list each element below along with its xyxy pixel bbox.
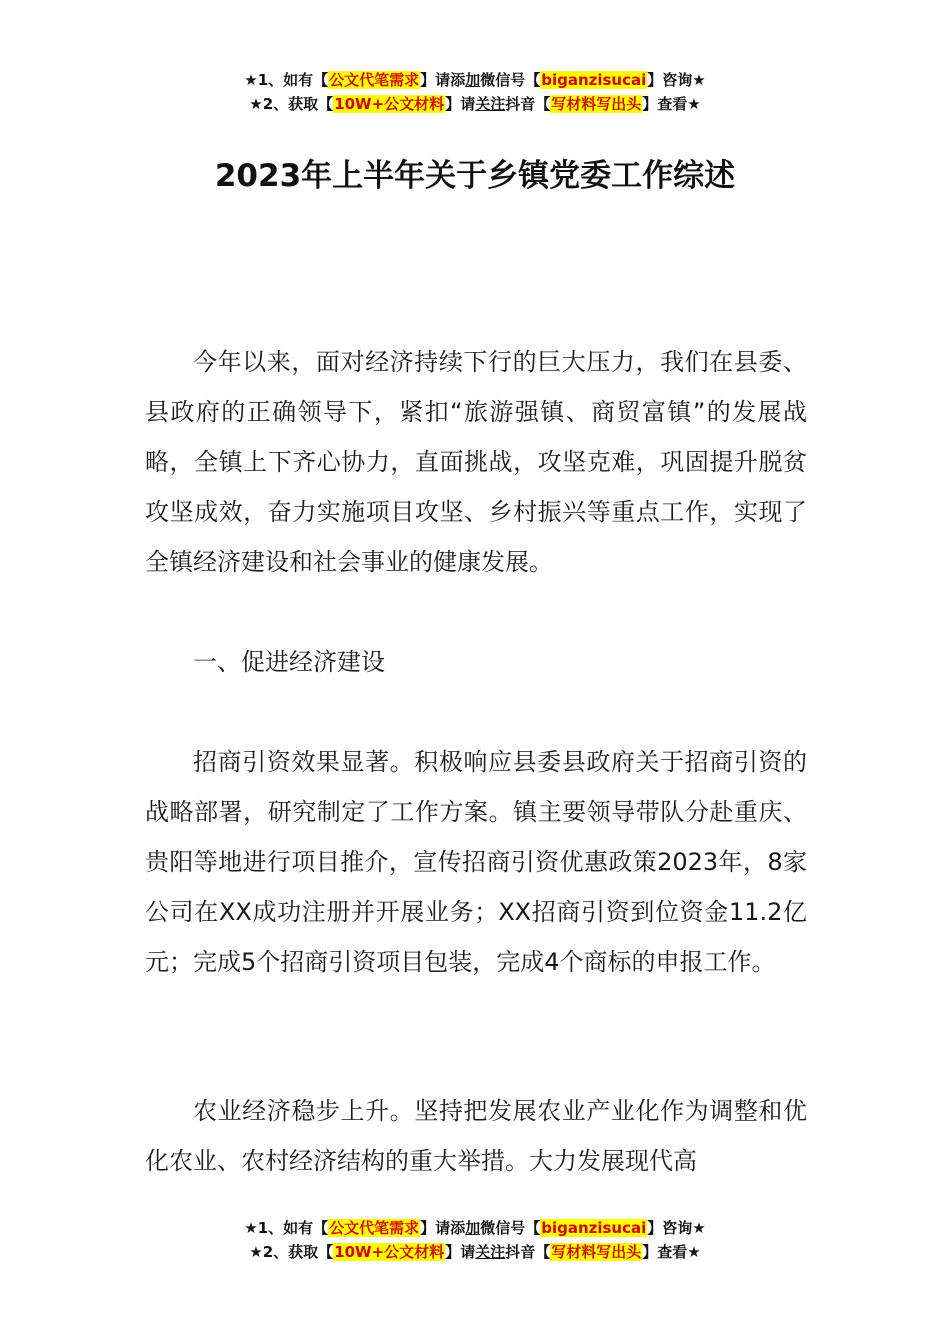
banner-highlight: 10W+公文材料 — [334, 1243, 445, 1261]
section-heading-text: 一、促进经济建设 — [193, 648, 385, 676]
paragraph-intro — [145, 337, 807, 587]
banner-line-1 — [0, 1216, 950, 1240]
paragraph-text: 农业经济稳步上升。坚持把发展农业产业化作为调整和优化农业、农村经济结构的重大举措。大力发展现代高 — [145, 1097, 807, 1175]
banner-underline: 加 — [465, 1219, 481, 1237]
paragraph-text: 今年以来，面对经济持续下行的巨大压力，我们在县委、县政府的正确领导下，紧扣“旅游强镇、商贸富镇”的发展战略，全镇上下齐心协力，直面挑战，攻坚克难，巩固提升脱贫攻坚成效，奋力实施项目攻坚、乡村振兴等重点工作，实现了全镇经济建设和社会事业的健康发展。 — [145, 348, 807, 576]
banner-text: 微信号【 — [480, 1219, 541, 1237]
banner-text: 抖音【 — [505, 95, 551, 113]
banner-line-1 — [0, 68, 950, 92]
header-banner — [0, 68, 950, 116]
section-heading — [145, 637, 807, 687]
banner-underline: 加 — [465, 71, 481, 89]
banner-highlight: biganzisucai — [541, 1219, 647, 1237]
banner-text: ★1、如有【 — [244, 71, 329, 89]
banner-highlight: 公文代笔需求 — [329, 1219, 420, 1237]
banner-text: 】请 — [445, 1243, 476, 1261]
banner-text: 】查看★ — [642, 95, 701, 113]
banner-highlight: 写材料写出头 — [551, 95, 642, 113]
footer-banner — [0, 1216, 950, 1264]
banner-line-2 — [0, 92, 950, 116]
banner-text: 】咨询★ — [647, 71, 706, 89]
banner-text: ★1、如有【 — [244, 1219, 329, 1237]
banner-highlight: 写材料写出头 — [551, 1243, 642, 1261]
banner-text: 】咨询★ — [647, 1219, 706, 1237]
document-title: 2023年上半年关于乡镇党委工作综述 — [214, 158, 736, 194]
banner-underline: 关注 — [475, 1243, 506, 1261]
paragraph-text: 招商引资效果显著。积极响应县委县政府关于招商引资的战略部署，研究制定了工作方案。镇主要领导带队分赴重庆、贵阳等地进行项目推介，宣传招商引资优惠政策2023年，8家公司在XX成功注册并开展业务；XX招商引资到位资金11.2亿元；完成5个招商引资项目包装，完成4个商标的申报工作。 — [145, 748, 807, 976]
banner-text: 】请添 — [420, 71, 466, 89]
banner-highlight: biganzisucai — [541, 71, 647, 89]
banner-highlight: 10W+公文材料 — [334, 95, 445, 113]
banner-text: 抖音【 — [505, 1243, 551, 1261]
banner-text: ★2、获取【 — [249, 1243, 334, 1261]
banner-text: 】请添 — [420, 1219, 466, 1237]
banner-underline: 关注 — [475, 95, 506, 113]
paragraph-agriculture — [145, 1086, 807, 1186]
paragraph-investment — [145, 737, 807, 987]
banner-text: 】查看★ — [642, 1243, 701, 1261]
banner-line-2 — [0, 1240, 950, 1264]
banner-text: 微信号【 — [480, 71, 541, 89]
banner-text: ★2、获取【 — [249, 95, 334, 113]
banner-highlight: 公文代笔需求 — [329, 71, 420, 89]
banner-text: 】请 — [445, 95, 476, 113]
